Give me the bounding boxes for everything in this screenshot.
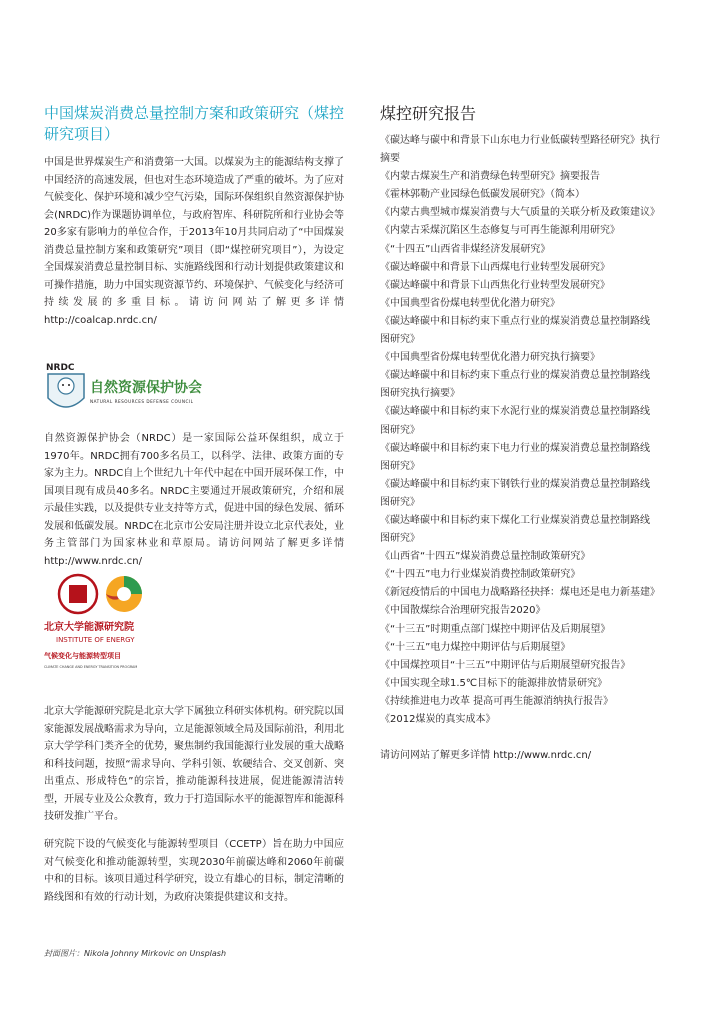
report-item: 《内蒙古采煤沉陷区生态修复与可再生能源利用研究》 [380,225,620,237]
report-item: 图研究》 [380,424,420,436]
report-item: 《碳达峰碳中和目标约束下煤化工行业煤炭消费总量控制路线 [380,514,650,526]
report-item: 《持续推进电力改革 提高可再生能源消纳执行报告》 [380,695,614,707]
report-item: 《新冠疫情后的中国电力战略路径抉择：煤电还是电力新基建》 [380,587,660,599]
nrdc-description: 自然资源保护协会（NRDC）是一家国际公益环保组织，成立于1970年。NRDC拥有700多名员工，以科学、法律、政策方面的专家为主力。NRDC自上个世纪九十年代中起在中国开展环保工作，中国项目现有成员40多名。NRDC主要通过开展政策研究，介绍和展示最佳实践，以及提供专业支持等方式，促进中国的绿色发展、循环发展和低碳发展。NRDC在北京市公安局注册并设立北京代表处，业务主管部门为国家林业和草原局。请访问网站了解更多详情 http://www.nrdc.cn/ [44,433,344,567]
report-item: 《中国实现全球1.5℃目标下的能源排放情景研究》 [380,677,608,689]
report-item: 图研究》 [380,496,420,508]
nrdc-logo-graphic [44,358,344,418]
left-column [44,103,344,154]
report-item: 摘要 [380,153,400,165]
report-list [380,132,685,729]
report-item: 图研究》 [380,533,420,545]
report-item: 《内蒙古典型城市煤炭消费与大气质量的关联分析及政策建议》 [380,207,660,219]
cover-photo-credit: 封面图片：Nikola Johnny Mirkovic on Unsplash [44,949,227,958]
report-item: 《霍林郭勒产业园绿色低碳发展研究》（简本） [380,189,585,201]
report-item: 《碳达峰碳中和目标约束下电力行业的煤炭消费总量控制路线 [380,442,650,454]
more-info-link[interactable]: 请访问网站了解更多详情 http://www.nrdc.cn/ [380,750,592,762]
report-item: 图研究执行摘要》 [380,388,460,400]
report-item: 《中国散煤综合治理研究报告2020》 [380,605,546,617]
report-item: 《2012煤炭的真实成本》 [380,714,496,725]
pku-project-cn: 气候变化与能源转型项目 [44,652,121,660]
report-item: 《“十四五”电力行业煤炭消费控制政策研究》 [380,569,581,581]
report-item: 图研究》 [380,334,420,346]
report-item: 《碳达峰与碳中和背景下山东电力行业低碳转型路径研究》执行 [380,135,660,146]
pku-cn-name: 北京大学能源研究院 [44,622,134,633]
report-item: 《碳达峰碳中和背景下山西焦化行业转型发展研究》 [380,279,610,291]
right-column [380,103,685,764]
reports-heading: 煤控研究报告 [380,104,477,123]
ccetp-description: 研究院下设的气候变化与能源转型项目（CCETP）旨在助力中国应对气候变化和推动能源转型，实现2030年前碳达峰和2060年前碳中和的目标。该项目通过科学研究，设立有雄心的目标，制定清晰的路线图和有效的行动计划，为政府决策提供建议和支持。 [44,839,344,903]
report-item: 《“十四五”山西省非煤经济发展研究》 [380,243,551,255]
report-item: 《山西省“十四五”煤炭消费总量控制政策研究》 [380,551,591,563]
report-item: 《内蒙古煤炭生产和消费绿色转型研究》摘要报告 [380,171,600,183]
nrdc-logo [44,358,344,418]
report-item: 《中国煤控项目“十三五”中期评估与后期展望研究报告》 [380,659,631,671]
project-heading: 中国煤炭消费总量控制方案和政策研究（煤控研究项目） [44,104,345,143]
report-item: 《碳达峰碳中和背景下山西煤电行业转型发展研究》 [380,261,610,273]
report-item: 《中国典型省份煤电转型优化潜力研究执行摘要》 [380,352,600,364]
nrdc-abbr: NRDC [46,363,75,373]
report-item: 《碳达峰碳中和目标约束下重点行业的煤炭消费总量控制路线 [380,370,650,382]
report-item: 《碳达峰碳中和目标约束下水泥行业的煤炭消费总量控制路线 [380,406,650,418]
coal-project-description: 中国是世界煤炭生产和消费第一大国。以煤炭为主的能源结构支撑了中国经济的高速发展，但也对生态环境造成了严重的破坏。为了应对气候变化、保护环境和减少空气污染，国际环保组织自然资源保护协会(NRDC)作为课题协调单位，与政府智库、科研院所和行业协会等20多家有影响力的单位合作，于2013年10月共同启动了“中国煤炭消费总量控制方案和政策研究”项目（即“煤控研究项目”），为设定全国煤炭消费总量控制目标、实施路线图和行动计划提供政策建议和可操作措施，助力中国实现资源节约、环境保护、气候变化与经济可持续发展的多重目标。请访问网站了解更多详情 http://coalcap.nrdc.cn/ [44,157,344,326]
pku-description: 北京大学能源研究院是北京大学下属独立科研实体机构。研究院以国家能源发展战略需求为导向，立足能源领域全局及国际前沿，利用北京大学学科门类齐全的优势，聚焦制约我国能源行业发展的重大战略和科技问题，按照“需求导向、学科引领、软硬结合、交叉创新、突出重点、形成特色”的宗旨，推动能源科技进展，促进能源清洁转型，开展专业及公众教育，致力于打造国际水平的能源智库和能源科技研发推广平台。 [44,706,344,822]
pku-logo [44,570,344,680]
nrdc-en-name: NATURAL RESOURCES DEFENSE COUNCIL [90,399,194,404]
report-item: 《“十三五”电力煤控中期评估与后期展望》 [380,641,571,653]
report-item: 《碳达峰碳中和目标约束下钢铁行业的煤炭消费总量控制路线 [380,478,650,490]
report-item: 图研究》 [380,460,420,472]
pku-logo-graphic [44,570,344,680]
nrdc-cn-name: 自然资源保护协会 [90,380,202,396]
pku-project-en: CLIMATE CHANGE AND ENERGY TRANSITION PROGRAM [44,665,138,669]
report-item: 《中国典型省份煤电转型优化潜力研究》 [380,297,560,309]
report-item: 《“十三五”时期重点部门煤控中期评估及后期展望》 [380,623,611,635]
report-item: 《碳达峰碳中和目标约束下重点行业的煤炭消费总量控制路线 [380,315,650,327]
pku-en-name: INSTITUTE OF ENERGY [56,636,135,644]
